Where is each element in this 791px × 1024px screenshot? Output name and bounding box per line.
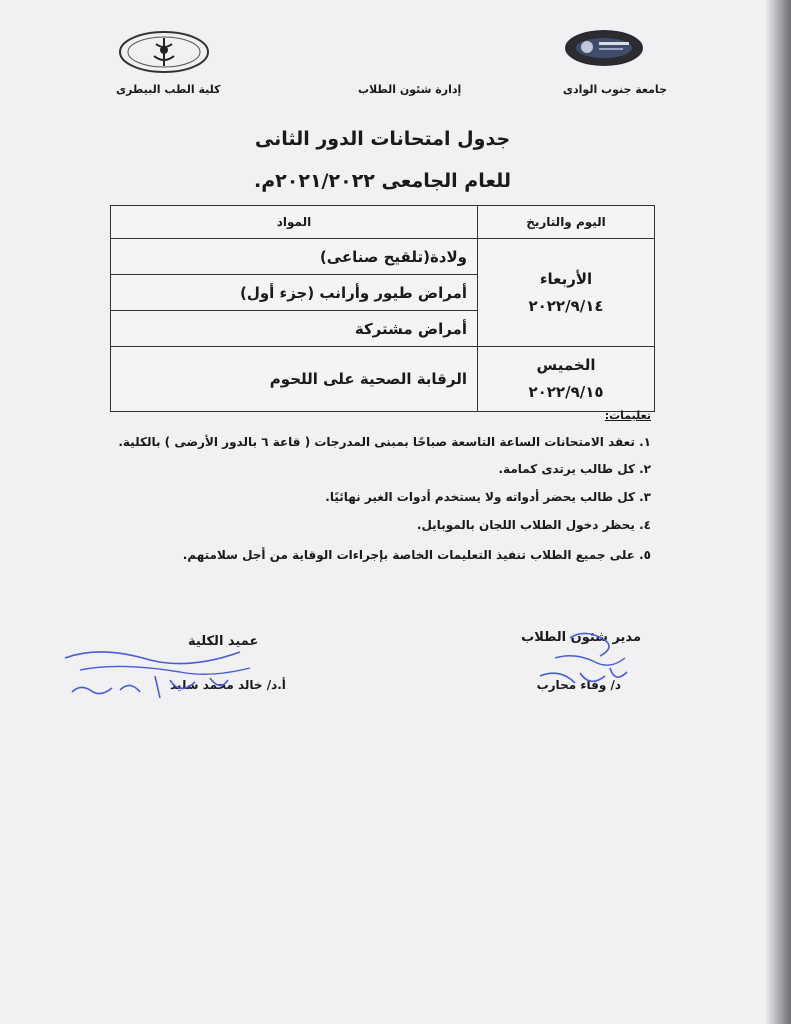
day-date: ٢٠٢٢/٩/١٤ bbox=[528, 296, 604, 315]
subject-cell: الرقابة الصحية على اللحوم bbox=[111, 347, 478, 412]
table-row bbox=[111, 239, 655, 275]
instruction-item: ١. تعقد الامتحانات الساعة التاسعة صباحًا بمبنى المدرجات ( قاعة ٦ بالدور الأرضى ) بالكلية. bbox=[118, 435, 651, 449]
instruction-item: ٤. يحظر دخول الطلاب اللجان بالموبايل. bbox=[416, 518, 651, 532]
faculty-logo bbox=[118, 30, 210, 74]
instruction-item: ٥. على جميع الطلاب تنفيذ التعليمات الخاصة بإجراءات الوقاية من أجل سلامتهم. bbox=[182, 548, 651, 562]
document-title: جدول امتحانات الدور الثانى bbox=[254, 128, 511, 150]
day-cell bbox=[478, 239, 655, 347]
table-row bbox=[111, 347, 655, 412]
document-subtitle: للعام الجامعى ٢٠٢١/٢٠٢٢م. bbox=[254, 170, 511, 192]
instructions-title: تعليمات: bbox=[604, 409, 651, 422]
subject-cell: ولادة(تلقيح صناعى) bbox=[111, 239, 478, 275]
header-department: إدارة شئون الطلاب bbox=[358, 83, 462, 96]
day-date: ٢٠٢٢/٩/١٥ bbox=[528, 383, 604, 401]
signature-scribble-right bbox=[515, 628, 635, 698]
instruction-item: ٢. كل طالب يرتدى كمامة. bbox=[498, 462, 651, 476]
exam-schedule-table bbox=[110, 205, 655, 412]
signature-title-right: مدير شئون الطلاب bbox=[521, 630, 641, 645]
col-header-day: اليوم والتاريخ bbox=[478, 206, 655, 239]
day-name: الأربعاء bbox=[539, 269, 593, 288]
signature-scribble-left bbox=[60, 640, 260, 710]
instruction-item: ٣. كل طالب يحضر أدواته ولا يستخدم أدوات الغير نهائيًا. bbox=[325, 490, 651, 504]
day-cell bbox=[478, 347, 655, 412]
table-header-row bbox=[111, 206, 655, 239]
day-name: الخميس bbox=[536, 356, 596, 374]
signature-name-left: أ.د/ خالد محمد سليد bbox=[170, 678, 286, 692]
subject-cell: أمراض طيور وأرانب (جزء أول) bbox=[111, 275, 478, 311]
header-faculty: كلية الطب البيطرى bbox=[116, 83, 221, 96]
university-logo bbox=[565, 30, 643, 66]
header-university: جامعة جنوب الوادى bbox=[562, 83, 667, 96]
subject-cell: أمراض مشتركة bbox=[111, 311, 478, 347]
signature-title-left: عميد الكلية bbox=[188, 634, 259, 649]
page-edge-shadow bbox=[765, 0, 791, 1024]
signature-name-right: د/ وفاء محارب bbox=[536, 678, 621, 692]
col-header-subjects: المواد bbox=[111, 206, 478, 239]
